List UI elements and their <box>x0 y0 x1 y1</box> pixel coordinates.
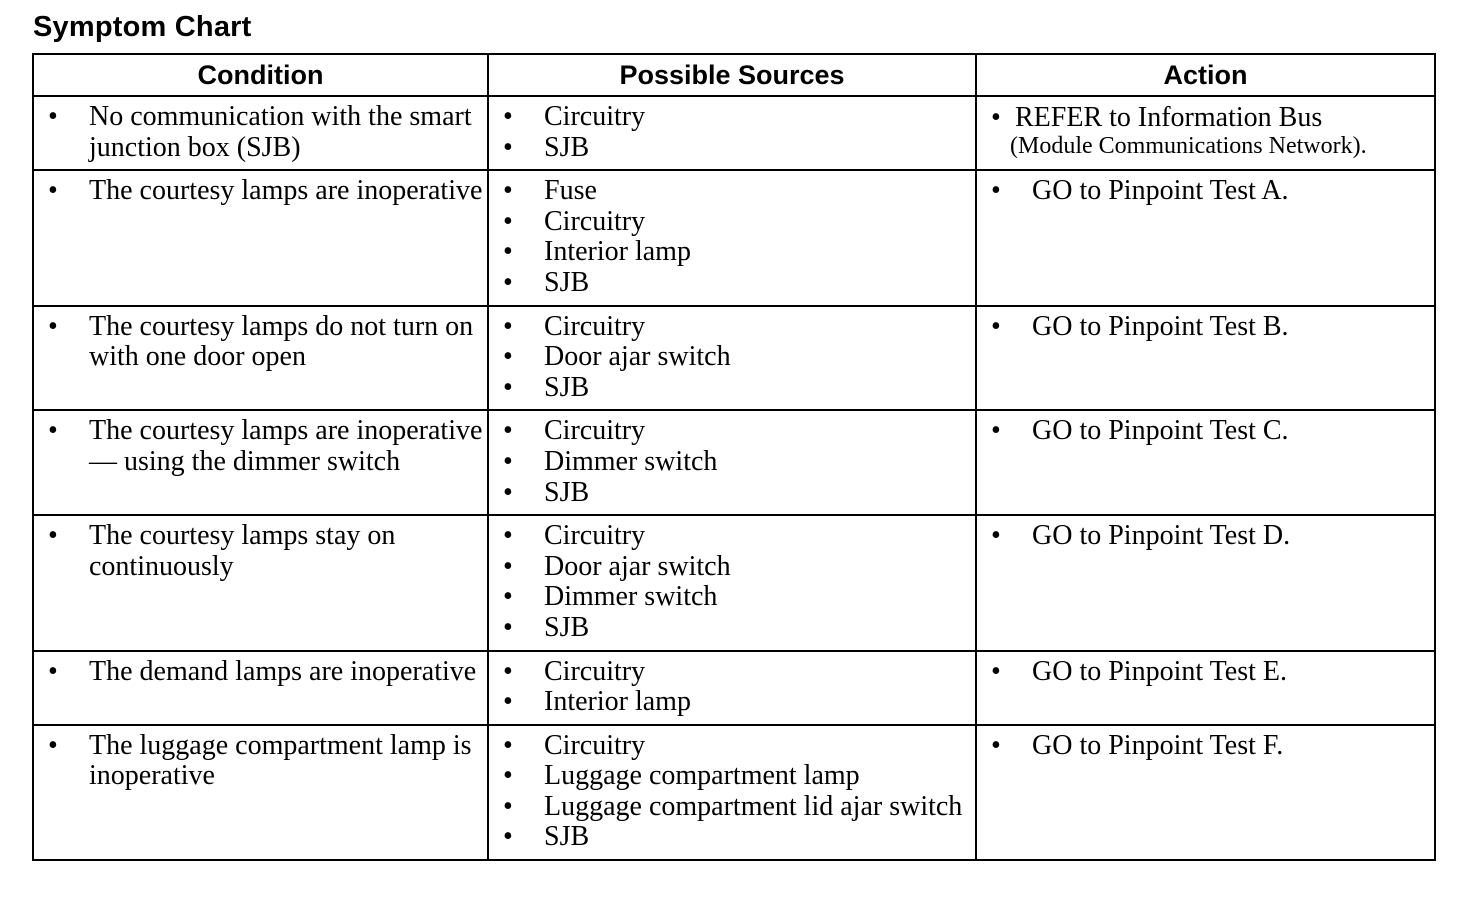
table-row <box>33 651 1435 725</box>
condition-text: • The demand lamps are inoperative <box>34 657 487 688</box>
condition-cell <box>33 306 488 411</box>
action-cell <box>976 306 1435 411</box>
source-item: • Fuse <box>489 176 975 207</box>
table-row <box>33 96 1435 170</box>
source-item: • Luggage compartment lamp <box>489 761 975 792</box>
sources-cell <box>488 170 976 305</box>
condition-cell <box>33 170 488 305</box>
action-cell <box>976 515 1435 650</box>
header-action: Action <box>976 54 1435 96</box>
source-item: • Interior lamp <box>489 687 975 718</box>
source-item: • SJB <box>489 133 975 164</box>
source-item: • Door ajar switch <box>489 552 975 583</box>
source-item: • SJB <box>489 373 975 404</box>
sources-cell <box>488 96 976 170</box>
action-text: • GO to Pinpoint Test A. <box>977 176 1434 207</box>
table-header-row <box>33 54 1435 96</box>
action-text: • GO to Pinpoint Test F. <box>977 731 1434 762</box>
action-text: • GO to Pinpoint Test C. <box>977 416 1434 447</box>
page-title: Symptom Chart <box>33 11 252 43</box>
sources-cell <box>488 515 976 650</box>
action-cell <box>976 170 1435 305</box>
symptom-table <box>32 53 1436 861</box>
header-condition: Condition <box>33 54 488 96</box>
action-text: • GO to Pinpoint Test E. <box>977 657 1434 688</box>
condition-cell <box>33 410 488 515</box>
sources-cell <box>488 410 976 515</box>
source-item: • Door ajar switch <box>489 342 975 373</box>
sources-cell <box>488 651 976 725</box>
table-row <box>33 515 1435 650</box>
condition-text: • The courtesy lamps are inoperative <box>34 176 487 207</box>
action-cell <box>976 96 1435 170</box>
condition-cell <box>33 651 488 725</box>
source-item: • SJB <box>489 613 975 644</box>
condition-text: • The courtesy lamps do not turn on with one door open <box>34 312 487 373</box>
condition-cell <box>33 96 488 170</box>
condition-cell <box>33 515 488 650</box>
action-subtext: (Module Communications Network). <box>1010 133 1367 159</box>
source-item: • SJB <box>489 822 975 853</box>
condition-text: • The courtesy lamps stay on continuously <box>34 521 487 582</box>
source-item: • Dimmer switch <box>489 582 975 613</box>
action-cell <box>976 651 1435 725</box>
source-item: • Circuitry <box>489 312 975 343</box>
action-cell <box>976 410 1435 515</box>
action-cell <box>976 725 1435 860</box>
source-item: • Dimmer switch <box>489 447 975 478</box>
source-item: • SJB <box>489 268 975 299</box>
sources-cell <box>488 306 976 411</box>
condition-cell <box>33 725 488 860</box>
sources-cell <box>488 725 976 860</box>
source-item: • Interior lamp <box>489 237 975 268</box>
source-item: • Circuitry <box>489 731 975 762</box>
action-text: • GO to Pinpoint Test B. <box>977 312 1434 343</box>
action-text: • GO to Pinpoint Test D. <box>977 521 1434 552</box>
source-item: • Circuitry <box>489 207 975 238</box>
condition-text: • The luggage compartment lamp is inoperative <box>34 731 487 792</box>
action-text: • REFER to Information Bus <box>977 102 1434 134</box>
source-item: • Circuitry <box>489 657 975 688</box>
table-row <box>33 725 1435 860</box>
source-item: • Circuitry <box>489 102 975 133</box>
condition-text: • The courtesy lamps are inoperative — using the dimmer switch <box>34 416 487 477</box>
table-row <box>33 170 1435 305</box>
source-item: • Circuitry <box>489 521 975 552</box>
condition-text: • No communication with the smart junction box (SJB) <box>34 102 487 163</box>
source-item: • SJB <box>489 478 975 509</box>
header-possible-sources: Possible Sources <box>488 54 976 96</box>
table-row <box>33 306 1435 411</box>
source-item: • Luggage compartment lid ajar switch <box>489 792 975 823</box>
table-row <box>33 410 1435 515</box>
source-item: • Circuitry <box>489 416 975 447</box>
